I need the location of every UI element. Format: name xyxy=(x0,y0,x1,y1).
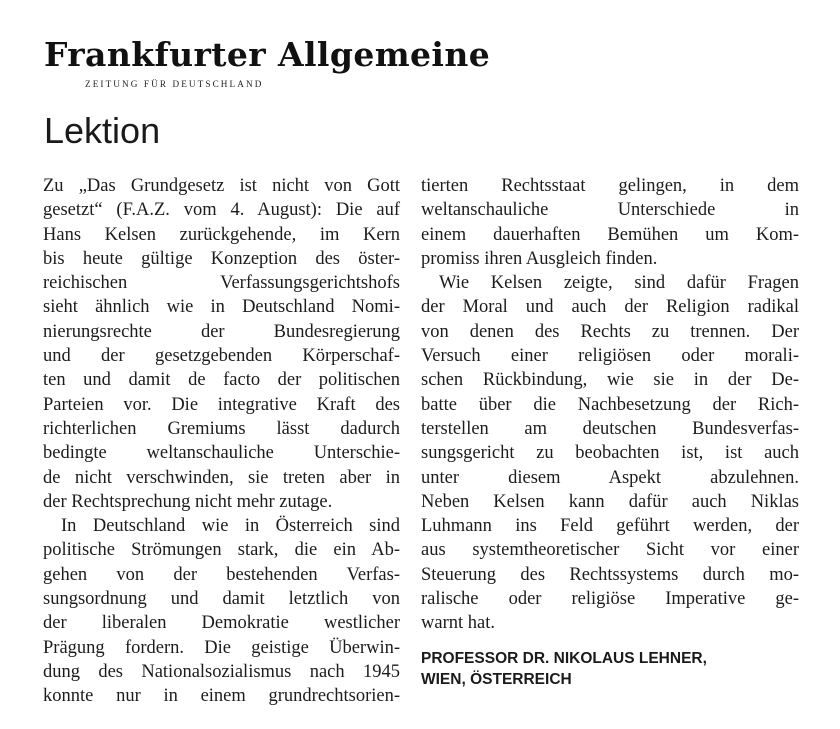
text-line: terstellen am deutschen Bundesverfas- xyxy=(421,418,799,439)
text-line: gehen von der bestehenden Verfas- xyxy=(43,564,400,585)
author-name: PROFESSOR DR. NIKOLAUS LEHNER, xyxy=(421,650,707,667)
author-signature xyxy=(421,648,707,690)
text-line: reichischen Verfassungsgerichtshofs xyxy=(43,273,400,294)
text-line: richterlichen Gremiums lässt dadurch xyxy=(43,418,400,439)
text-line: der Rechtsprechung nicht mehr zutage. xyxy=(43,491,333,512)
text-line: einem dauerhaften Bemühen um Kom- xyxy=(421,224,799,245)
text-line: Neben Kelsen kann dafür auch Niklas xyxy=(421,491,799,512)
text-line: Prägung fordern. Die geistige Überwin- xyxy=(43,637,400,658)
text-line: Hans Kelsen zurückgehende, im Kern xyxy=(43,224,400,245)
text-line: sieht ähnlich wie in Deutschland Nomi- xyxy=(43,297,400,318)
text-line: Zu „Das Grundgesetz ist nicht von Gott xyxy=(43,176,400,196)
newspaper-subtitle: ZEITUNG FÜR DEUTSCHLAND xyxy=(85,79,264,89)
text-line: sungsordnung und damit letztlich von xyxy=(43,589,400,610)
text-line: Versuch einer religiösen oder morali- xyxy=(421,346,799,367)
text-line: sungsgericht zu beobachten ist, ist auch xyxy=(421,443,799,464)
text-line: der liberalen Demokratie westlicher xyxy=(43,613,400,634)
text-line: ralische oder religiöse Imperative ge- xyxy=(421,589,799,610)
article-column-left xyxy=(43,174,400,709)
article-headline: Lektion xyxy=(44,110,161,151)
text-line: tierten Rechtsstaat gelingen, in dem xyxy=(421,176,799,196)
text-line: bedingte weltanschauliche Unterschie- xyxy=(43,443,400,464)
text-line: de nicht verschwinden, sie treten aber in xyxy=(43,467,400,488)
text-line: und der gesetzgebenden Körperschaf- xyxy=(43,346,400,367)
text-line: bis heute gültige Konzeption des öster- xyxy=(43,248,400,269)
text-line: der Moral und auch der Religion radikal xyxy=(421,297,799,318)
text-line: Luhmann ins Feld geführt werden, der xyxy=(421,516,799,537)
text-line: unter diesem Aspekt abzulehnen. xyxy=(421,467,799,488)
text-line: dung des Nationalsozialismus nach 1945 xyxy=(43,661,400,682)
text-line: batte über die Nachbesetzung der Rich- xyxy=(421,394,799,415)
text-line: Steuerung des Rechtssystems durch mo- xyxy=(421,564,799,585)
author-location: WIEN, ÖSTERREICH xyxy=(421,671,572,688)
text-line: weltanschauliche Unterschiede in xyxy=(421,200,799,221)
text-line: aus systemtheoretischer Sicht vor einer xyxy=(421,540,799,561)
newspaper-logo: Frankfurter Allgemeine xyxy=(44,35,491,74)
text-line: ten und damit de facto der politischen xyxy=(43,370,400,391)
text-line: nierungsrechte der Bundesregierung xyxy=(43,321,400,342)
text-line: Parteien vor. Die integrative Kraft des xyxy=(43,394,400,415)
text-line: promiss ihren Ausgleich finden. xyxy=(421,248,658,269)
text-line: schen Rückbindung, wie sie in der De- xyxy=(421,370,799,391)
text-line: In Deutschland wie in Österreich sind xyxy=(61,516,400,537)
text-line: gesetzt“ (F.A.Z. vom 4. August): Die auf xyxy=(43,200,400,221)
text-line: von denen des Rechts zu trennen. Der xyxy=(421,321,799,342)
text-line: warnt hat. xyxy=(421,613,495,634)
article-column-right xyxy=(421,174,799,636)
text-line: konnte nur in einem grundrechtsorien- xyxy=(43,686,400,707)
masthead xyxy=(44,35,491,89)
text-line: Wie Kelsen zeigte, sind dafür Fragen xyxy=(439,273,799,294)
text-line: politische Strömungen stark, die ein Ab- xyxy=(43,540,400,561)
